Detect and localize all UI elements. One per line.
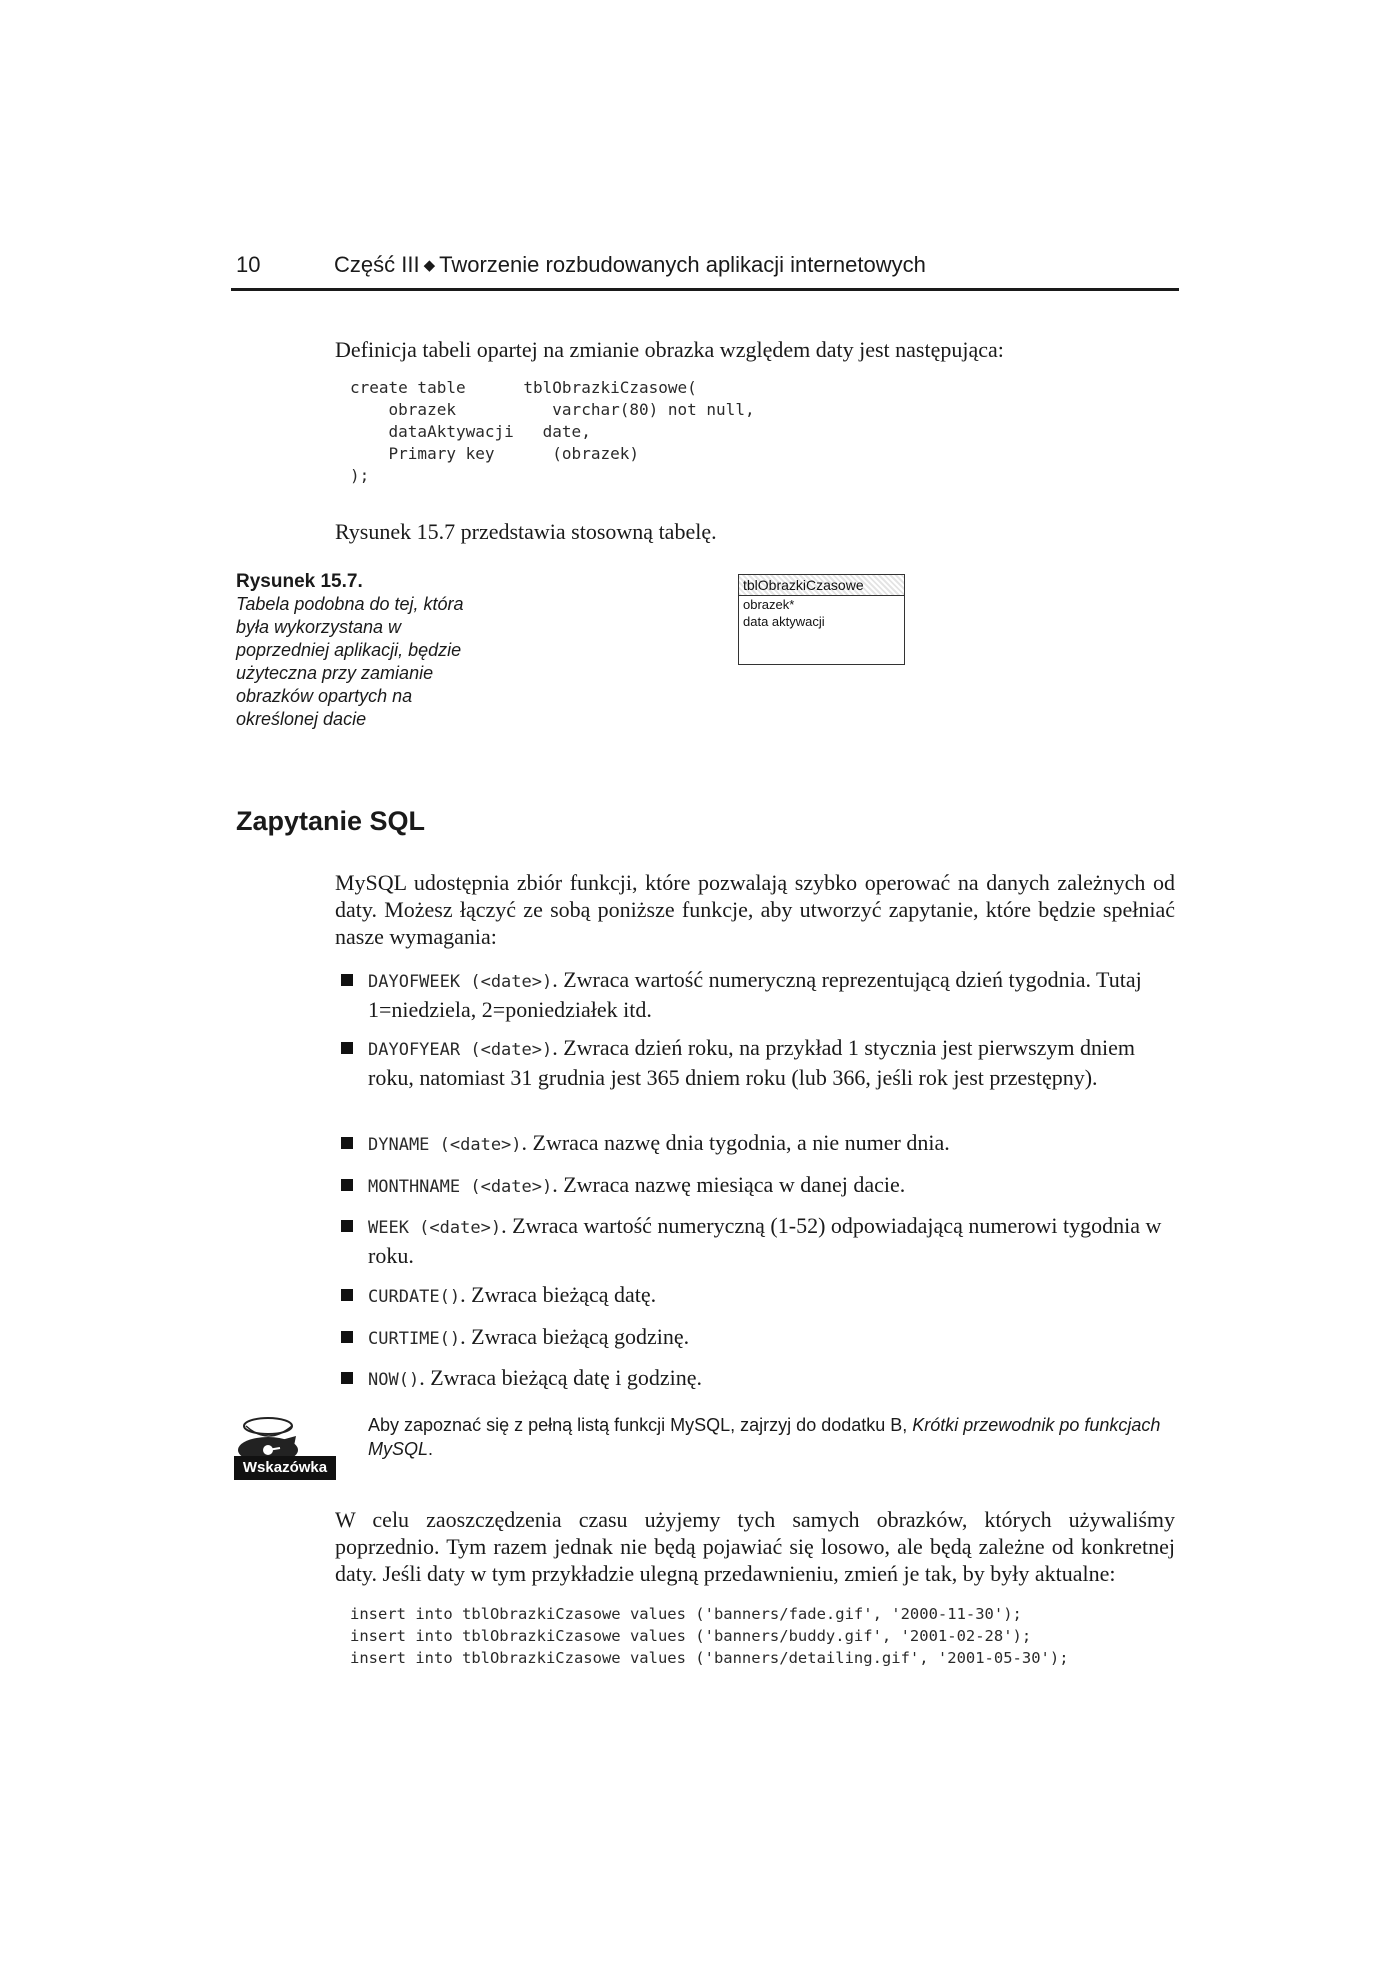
list-item (341, 1171, 1175, 1201)
bullet-square-icon (341, 1372, 353, 1384)
intro-paragraph: Definicja tabeli opartej na zmianie obrazka względem daty jest następująca: (335, 337, 1004, 362)
tip-label: Wskazówka (234, 1456, 336, 1480)
table-diagram-title: tblObrazkiCzasowe (739, 575, 904, 596)
section-intro-paragraph: MySQL udostępnia zbiór funkcji, które pozwalają szybko operować na danych zależnych od daty. Możesz łączyć ze sobą poniższe funkcje, aby utworzyć zapytanie, które będzie spełniać nasze wymagania: (335, 870, 1175, 949)
function-description: . Zwraca bieżącą datę. (460, 1282, 657, 1307)
insert-code: insert into tblObrazkiCzasowe values ('banners/fade.gif', '2000-11-30'); insert into tblObrazkiCzasowe values ('banners/buddy.gif', '2001-02-28'); insert into tblObrazkiCzasowe values ('banners/detailing.gif', '2001-05-30'); (350, 1605, 1069, 1667)
caption-text: Tabela podobna do tej, która była wykorzystana w poprzedniej aplikacji, będzie użyteczna przy zamianie obrazków opartych na określonej dacie (236, 594, 464, 729)
table-diagram (738, 574, 905, 665)
create-table-code: create table tblObrazkiCzasowe( obrazek varchar(80) not null, dataAktywacji date, Primary key (obrazek) ); (350, 378, 755, 485)
list-item (341, 1323, 1175, 1353)
diamond-separator-icon: ◆ (423, 257, 436, 274)
running-head-part: Część III (334, 252, 420, 277)
bullet-square-icon (341, 1179, 353, 1191)
page-number: 10 (236, 252, 261, 277)
running-head (334, 252, 926, 278)
bullet-square-icon (341, 974, 353, 986)
page-header (231, 252, 1179, 290)
table-field: obrazek* (743, 597, 795, 612)
bullet-square-icon (341, 1289, 353, 1301)
list-item (341, 1364, 1175, 1394)
list-item (341, 1212, 1175, 1269)
function-description: . Zwraca wartość numeryczną (1-52) odpowiadającą numerowi tygodnia w roku. (368, 1213, 1162, 1268)
function-name: WEEK (<date>) (368, 1218, 502, 1238)
tip-note (368, 1413, 1178, 1461)
function-description: . Zwraca bieżącą godzinę. (460, 1324, 690, 1349)
function-description: . Zwraca nazwę miesiąca w danej dacie. (552, 1172, 906, 1197)
function-description: . Zwraca dzień roku, na przykład 1 stycznia jest pierwszym dniem roku, natomiast 31 grudnia jest 365 dniem roku (lub 366, jeśli rok jest przestępny). (368, 1035, 1136, 1090)
function-name: CURDATE() (368, 1287, 461, 1307)
bullet-square-icon (341, 1220, 353, 1232)
figure-caption (236, 570, 476, 731)
outro-paragraph: W celu zaoszczędzenia czasu użyjemy tych samych obrazków, których używaliśmy poprzednio. Tym razem jednak nie będą pojawiać się losowo, ale będą zależne od konkretnej daty. Jeśli daty w tym przykładzie ulegną przedawnieniu, zmień je tak, by były aktualne: (335, 1507, 1175, 1586)
header-rule (231, 288, 1179, 291)
caption-title: Rysunek 15.7. (236, 571, 363, 592)
figure-reference: Rysunek 15.7 przedstawia stosowną tabelę. (335, 519, 717, 544)
list-item (341, 966, 1175, 1023)
function-description: . Zwraca nazwę dnia tygodnia, a nie numer dnia. (521, 1130, 950, 1155)
function-name: DYNAME (<date>) (368, 1135, 522, 1155)
bullet-square-icon (341, 1331, 353, 1343)
list-item (341, 1129, 1175, 1159)
function-name: MONTHNAME (<date>) (368, 1177, 553, 1197)
function-name: DAYOFWEEK (<date>) (368, 972, 553, 992)
list-item (341, 1034, 1175, 1091)
function-description: . Zwraca bieżącą datę i godzinę. (419, 1365, 702, 1390)
section-heading: Zapytanie SQL (236, 806, 426, 836)
function-name: NOW() (368, 1370, 420, 1390)
running-head-title: Tworzenie rozbudowanych aplikacji internetowych (439, 252, 926, 277)
tip-book-reference: Krótki przewodnik po funkcjach MySQL (368, 1415, 1161, 1459)
table-field: data aktywacji (743, 614, 825, 629)
function-description: . Zwraca wartość numeryczną reprezentującą dzień tygodnia. Tutaj 1=niedziela, 2=poniedziałek itd. (368, 967, 1142, 1022)
tip-text: Aby zapoznać się z pełną listą funkcji MySQL, zajrzyj do dodatku B, (368, 1415, 913, 1435)
function-name: DAYOFYEAR (<date>) (368, 1040, 553, 1060)
tip-text-end: . (428, 1439, 434, 1459)
list-item (341, 1281, 1175, 1311)
function-name: CURTIME() (368, 1329, 461, 1349)
bullet-square-icon (341, 1137, 353, 1149)
bullet-square-icon (341, 1042, 353, 1054)
